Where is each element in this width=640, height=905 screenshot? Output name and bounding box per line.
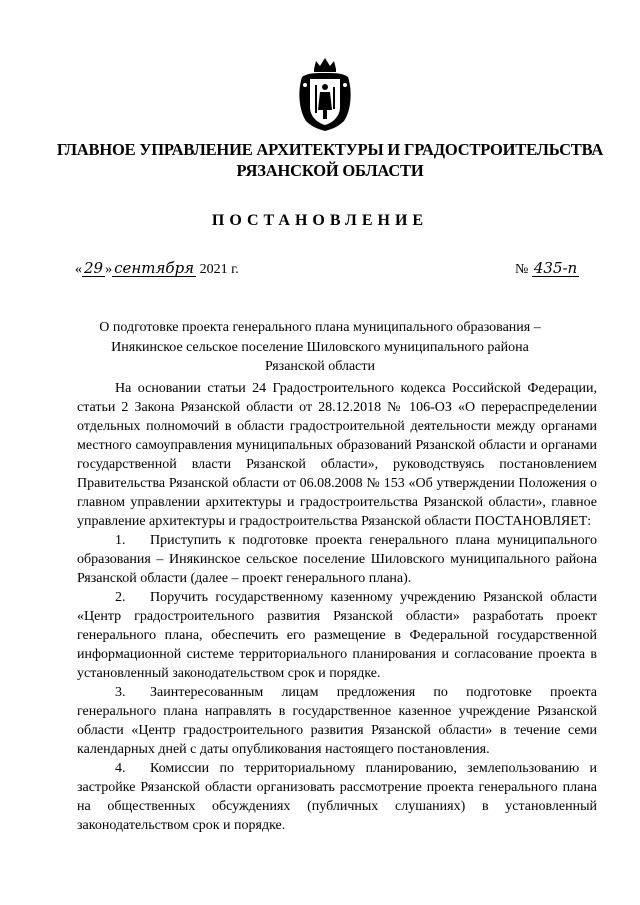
organization-name bbox=[40, 139, 620, 181]
preamble-paragraph: На основании статьи 24 Градостроительного кодекса Российской Федерации, статьи 2 Закона Рязанской области от 28.12.2018 № 106-ОЗ «О перераспределении отдельных полномочий в области градостроительной деятельности между органами местного самоуправления муниципальных образований Рязанской области и органами государственной власти Рязанской области», руководствуясь постановлением Правительства Рязанской области от 06.08.2008 № 153 «Об утверждении Положения о главном управлении архитектуры и градостроительства Рязанской области», главное управление архитектуры и градостроительства Рязанской области ПОСТАНОВЛЯЕТ: bbox=[77, 381, 597, 529]
subject-line-1: О подготовке проекта генерального плана муниципального образования – bbox=[99, 320, 541, 335]
document-subject bbox=[80, 318, 560, 377]
item-text: Поручить государственному казенному учреждению Рязанской области «Центр градостроительного развития Рязанской области» разработать проект генерального плана, обеспечить его размещение в Федеральной государственной информационной системе территориального планирования и согласование проекта в установленный законодательством срок и порядке. bbox=[77, 590, 597, 681]
date-close-quote: » bbox=[105, 262, 113, 277]
document-number bbox=[515, 260, 579, 278]
list-item bbox=[77, 588, 597, 683]
item-number: 3. bbox=[115, 685, 126, 700]
item-number: 4. bbox=[115, 761, 126, 776]
item-text: Заинтересованным лицам предложения по подготовке проекта генерального плана направлять в государственное казенное учреждение Рязанской области «Центр градостроительного развития Рязанской области» в течение семи календарных дней с даты опубликования настоящего постановления. bbox=[77, 685, 597, 757]
item-number: 2. bbox=[115, 590, 126, 605]
item-text: Комиссии по территориальному планированию, землепользованию и застройке Рязанской области организовать рассмотрение проекта генерального плана на общественных обсуждениях (публичных слушаниях) в установленный законодательством срок и порядке. bbox=[77, 761, 597, 833]
subject-line-2: Инякинское сельское поселение Шиловского муниципального района bbox=[111, 339, 529, 355]
document-type-title: ПОСТАНОВЛЕНИЕ bbox=[211, 212, 429, 229]
date-day: 29 bbox=[84, 259, 104, 277]
list-item bbox=[77, 759, 597, 835]
number-value: 435-п bbox=[533, 259, 578, 277]
org-line-2: РЯЗАНСКОЙ ОБЛАСТИ bbox=[236, 161, 424, 180]
number-prefix: № bbox=[515, 262, 529, 277]
item-text: Приступить к подготовке проекта генерального плана муниципального образования – Инякинское сельское поселение Шиловского муниципального района Рязанской области (далее – проект генерального плана). bbox=[77, 533, 597, 586]
document-date bbox=[75, 260, 239, 278]
item-number: 1. bbox=[115, 533, 126, 548]
org-line-1: ГЛАВНОЕ УПРАВЛЕНИЕ АРХИТЕКТУРЫ И ГРАДОСТРОИТЕЛЬСТВА bbox=[56, 140, 604, 159]
document-body bbox=[77, 379, 597, 835]
list-item bbox=[77, 531, 597, 588]
date-month: сентября bbox=[114, 259, 195, 277]
list-item bbox=[77, 683, 597, 759]
date-year: 2021 г. bbox=[199, 262, 239, 277]
date-open-quote: « bbox=[75, 262, 82, 277]
coat-of-arms-emblem bbox=[296, 55, 354, 133]
subject-line-3: Рязанской области bbox=[264, 359, 376, 374]
